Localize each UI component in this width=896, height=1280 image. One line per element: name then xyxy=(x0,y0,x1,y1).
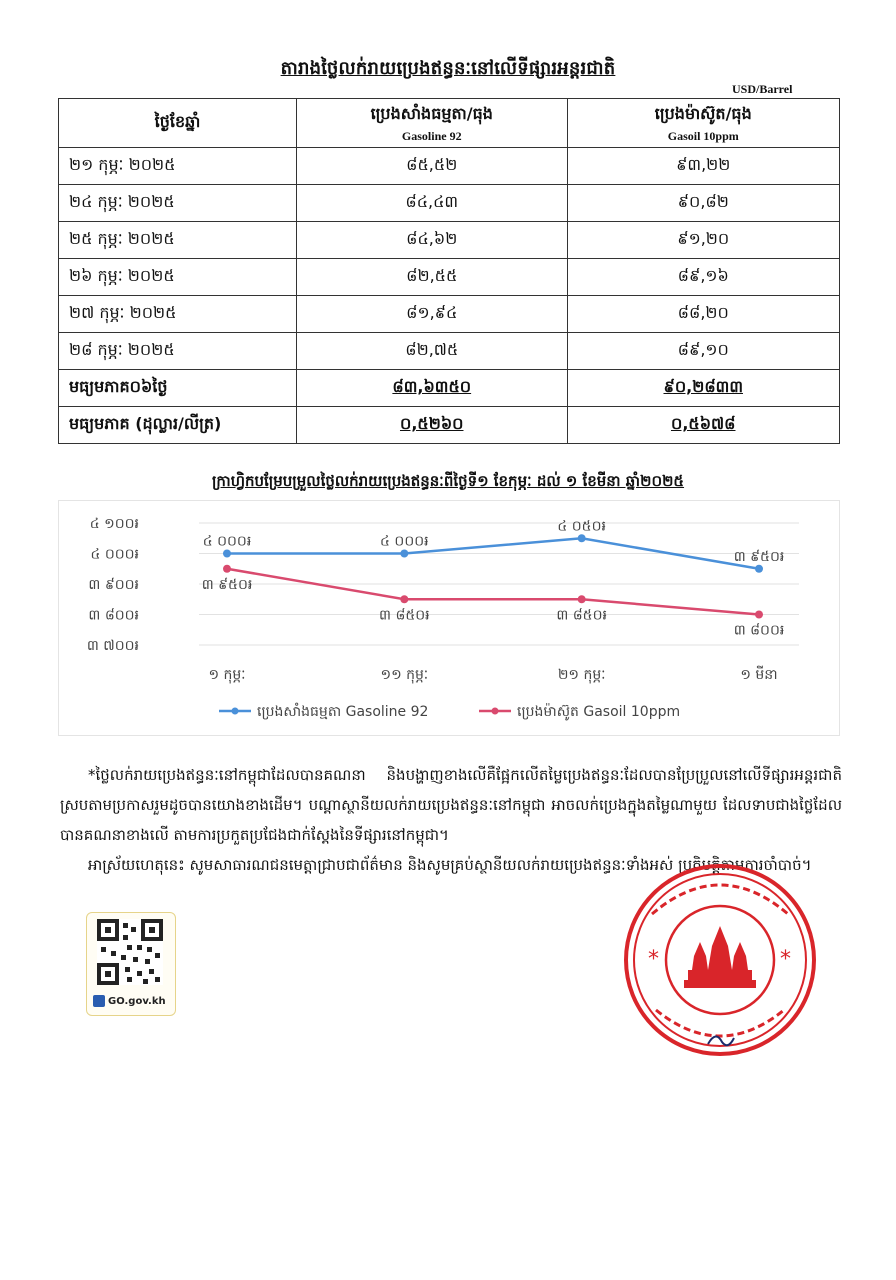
data-label: ៣ ៨៥០៛ xyxy=(556,607,607,624)
row-gasoil: ៩០,៨២ xyxy=(567,185,840,222)
header-gasoline-label: ប្រេងសាំងធម្មតា/ធុង xyxy=(370,103,493,123)
table-row xyxy=(59,333,840,370)
data-point xyxy=(223,565,231,573)
header-date xyxy=(59,99,297,148)
legend-label: ប្រេងសាំងធម្មតា Gasoline 92 xyxy=(257,704,429,720)
y-tick-label: ៣ ៧០០៛ xyxy=(86,638,139,654)
avgl-label: មធ្យមភាគ (ដុល្លារ/លីត្រ) xyxy=(59,407,297,444)
row-date: ២៦ កុម្ភៈ ២០២៥ xyxy=(59,259,297,296)
data-label: ៣ ៩៥០៛ xyxy=(201,576,253,593)
header-gasoline-sub: Gasoline 92 xyxy=(401,128,462,143)
table-row xyxy=(59,222,840,259)
header-gasoil xyxy=(567,99,840,148)
avg6-gasoil: ៩០,២៨៣៣ xyxy=(567,370,840,407)
row-date: ២៧ កុម្ភៈ ២០២៥ xyxy=(59,296,297,333)
header-gasoline xyxy=(296,99,567,148)
data-point xyxy=(400,595,408,603)
qr-label: GO.gov.kh xyxy=(108,995,166,1007)
chart-container xyxy=(58,500,840,736)
row-date: ២៥ កុម្ភៈ ២០២៥ xyxy=(59,222,297,259)
official-seal xyxy=(622,862,818,1058)
y-tick-label: ៤ ០០០៛ xyxy=(90,546,139,563)
data-label: ៤ ០០០៛ xyxy=(202,533,252,550)
row-gasoline: ៨២,៥៥ xyxy=(296,259,567,296)
x-tick-label: ២១ កុម្ភៈ xyxy=(557,667,606,683)
avgl-gasoil: ០,៥៦៧៨ xyxy=(567,407,840,444)
data-point xyxy=(578,534,586,542)
row-date: ២៤ កុម្ភៈ ២០២៥ xyxy=(59,185,297,222)
avg6-label: មធ្យមភាគ០៦ថ្ងៃ xyxy=(59,370,297,407)
y-tick-label: ៣ ៨០០៛ xyxy=(88,607,139,624)
header-gasoil-sub: Gasoil 10ppm xyxy=(667,128,739,143)
y-tick-label: ៣ ៩០០៛ xyxy=(88,577,139,593)
series-line xyxy=(227,569,759,615)
row-date: ២៨ កុម្ភៈ ២០២៥ xyxy=(59,333,297,370)
table-row xyxy=(59,296,840,333)
price-table xyxy=(58,98,840,444)
legend-label: ប្រេងម៉ាស៊ូត Gasoil 10ppm xyxy=(517,704,681,720)
x-tick-label: ១ មីនា xyxy=(740,667,778,683)
y-tick-label: ៤ ១០០៛ xyxy=(89,516,139,532)
average-per-liter-row xyxy=(59,407,840,444)
data-label: ៣ ៩៥០៛ xyxy=(733,548,785,565)
note-paragraph-1: *ថ្លៃលក់រាយប្រេងឥន្ធនៈនៅកម្ពុជាដែលបានគណនា និងបង្ហាញខាងលើគឺផ្អែកលើតម្លៃប្រេងឥន្ធនៈដែលបានប្រែប្រួលនៅលើទីផ្សារអន្តរជាតិ ស្របតាមប្រកាសរួមដូចបានយោងខាងដើម។ បណ្តាស្ថានីយលក់រាយប្រេងឥន្ធនៈនៅកម្ពុជា អាចលក់ប្រេងក្នុងតម្លៃណាមួយ ដែលទាបជាងថ្លៃដែលបានគណនាខាងលើ តាមការប្រកួតប្រជែងជាក់ស្តែងនៃទីផ្សារនៅកម្ពុជា។ xyxy=(60,766,842,844)
average-6day-row xyxy=(59,370,840,407)
svg-text:*: * xyxy=(780,947,791,972)
data-point xyxy=(755,565,763,573)
row-gasoline: ៨៤,៤៣ xyxy=(296,185,567,222)
table-row xyxy=(59,185,840,222)
row-gasoline: ៨៥,៥២ xyxy=(296,148,567,185)
avg6-gasoline: ៨៣,៦៣៥០ xyxy=(296,370,567,407)
x-tick-label: ១ កុម្ភៈ xyxy=(208,667,246,683)
x-tick-label: ១១ កុម្ភៈ xyxy=(380,667,429,683)
table-row xyxy=(59,259,840,296)
data-label: ៣ ៨៥០៛ xyxy=(379,607,430,624)
data-point xyxy=(400,550,408,558)
legend-marker xyxy=(492,708,499,715)
line-chart xyxy=(59,501,839,735)
data-label: ៤ ០០០៛ xyxy=(380,533,429,550)
header-gasoil-label: ប្រេងម៉ាស៊ូត/ធុង xyxy=(654,103,752,123)
legend-marker xyxy=(232,708,239,715)
note-paragraph-2: អាស្រ័យហេតុនេះ សូមសាធារណជនមេត្តាជ្រាបជាព័ត៌មាន និងសូមគ្រប់ស្ថានីយលក់រាយប្រេងឥន្ធនៈទាំងអស់ ប្រតិបត្តិតាមការចាំបាច់។ xyxy=(88,856,812,874)
row-gasoil: ៩១,២០ xyxy=(567,222,840,259)
data-point xyxy=(755,611,763,619)
data-label: ៣ ៨០០៛ xyxy=(733,622,785,639)
data-point xyxy=(223,550,231,558)
row-gasoline: ៨៤,៦២ xyxy=(296,222,567,259)
chart-title: ក្រាហ្វិកបម្រែបម្រួលថ្លៃលក់រាយប្រេងឥន្ធនៈពីថ្ងៃទី១ ខែកុម្ភៈ ដល់ ១ ខែមីនា ឆ្នាំ២០២៥ xyxy=(211,472,685,490)
row-gasoil: ៩៣,២២ xyxy=(567,148,840,185)
row-date: ២១ កុម្ភៈ ២០២៥ xyxy=(59,148,297,185)
qr-code-icon xyxy=(87,913,175,993)
row-gasoline: ៨១,៩៤ xyxy=(296,296,567,333)
row-gasoil: ៨៩,១៦ xyxy=(567,259,840,296)
row-gasoil: ៨៩,១០ xyxy=(567,333,840,370)
row-gasoline: ៨២,៧៥ xyxy=(296,333,567,370)
table-header-row xyxy=(59,99,840,148)
header-date-label: ថ្ងៃខែឆ្នាំ xyxy=(154,112,201,131)
data-point xyxy=(578,595,586,603)
document-title: តារាងថ្លៃលក់រាយប្រេងឥន្ធនៈនៅលើទីផ្សារអន្តរជាតិ xyxy=(280,58,616,79)
svg-text:*: * xyxy=(648,947,659,972)
qr-code-card[interactable] xyxy=(86,912,176,1016)
row-gasoil: ៨៨,២០ xyxy=(567,296,840,333)
table-row xyxy=(59,148,840,185)
data-label: ៤ ០៥០៛ xyxy=(557,518,606,535)
unit-label: USD/Barrel xyxy=(732,82,793,96)
avgl-gasoline: ០,៥២៦០ xyxy=(296,407,567,444)
go-gov-logo-icon xyxy=(93,995,105,1007)
